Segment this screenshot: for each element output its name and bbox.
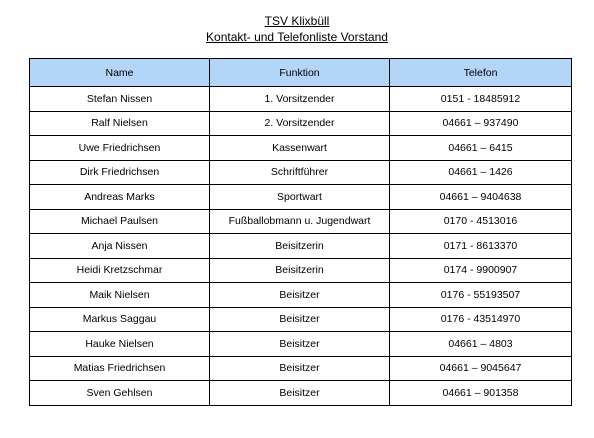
column-header-function: Funktion (210, 59, 390, 87)
cell-name: Anja Nissen (30, 234, 210, 259)
cell-phone: 0151 - 18485912 (390, 87, 572, 112)
cell-name: Matias Friedrichsen (30, 356, 210, 381)
cell-function: Beisitzer (210, 307, 390, 332)
cell-function: Beisitzerin (210, 234, 390, 259)
table-row (30, 307, 572, 332)
table-row (30, 234, 572, 259)
table-row (30, 209, 572, 234)
table-row (30, 283, 572, 308)
table-row (30, 258, 572, 283)
cell-phone: 04661 – 9045647 (390, 356, 572, 381)
table-row (30, 332, 572, 357)
cell-function: Fußballobmann u. Jugendwart (210, 209, 390, 234)
cell-phone: 04661 – 6415 (390, 136, 572, 161)
cell-phone: 04661 – 901358 (390, 381, 572, 406)
column-header-phone: Telefon (390, 59, 572, 87)
cell-function: Schriftführer (210, 160, 390, 185)
cell-function: Sportwart (210, 185, 390, 210)
cell-phone: 04661 – 4803 (390, 332, 572, 357)
cell-function: Beisitzerin (210, 258, 390, 283)
cell-name: Heidi Kretzschmar (30, 258, 210, 283)
cell-name: Maik Nielsen (30, 283, 210, 308)
table-row (30, 160, 572, 185)
table-row (30, 111, 572, 136)
cell-phone: 0176 - 43514970 (390, 307, 572, 332)
cell-function: Beisitzer (210, 283, 390, 308)
cell-function: 2. Vorsitzender (210, 111, 390, 136)
table-row (30, 356, 572, 381)
cell-function: Beisitzer (210, 381, 390, 406)
document-title: TSV Klixbüll (264, 14, 330, 28)
cell-name: Andreas Marks (30, 185, 210, 210)
cell-name: Ralf Nielsen (30, 111, 210, 136)
cell-phone: 04661 – 937490 (390, 111, 572, 136)
cell-name: Hauke Nielsen (30, 332, 210, 357)
cell-phone: 04661 – 1426 (390, 160, 572, 185)
document-subtitle: Kontakt- und Telefonliste Vorstand (206, 30, 388, 44)
cell-phone: 0176 - 55193507 (390, 283, 572, 308)
cell-function: 1. Vorsitzender (210, 87, 390, 112)
table-row (30, 87, 572, 112)
table-row (30, 381, 572, 406)
document-header (0, 13, 594, 45)
cell-phone: 0171 - 8613370 (390, 234, 572, 259)
cell-name: Markus Saggau (30, 307, 210, 332)
table-header-row (30, 59, 572, 87)
cell-phone: 0174 - 9900907 (390, 258, 572, 283)
column-header-name: Name (30, 59, 210, 87)
cell-name: Dirk Friedrichsen (30, 160, 210, 185)
table-row (30, 185, 572, 210)
table-row (30, 136, 572, 161)
cell-name: Stefan Nissen (30, 87, 210, 112)
cell-function: Beisitzer (210, 356, 390, 381)
contact-table (29, 58, 572, 406)
table-header (30, 59, 572, 87)
cell-phone: 04661 – 9404638 (390, 185, 572, 210)
cell-function: Kassenwart (210, 136, 390, 161)
cell-name: Michael Paulsen (30, 209, 210, 234)
table-body (30, 87, 572, 406)
cell-phone: 0170 - 4513016 (390, 209, 572, 234)
cell-name: Uwe Friedrichsen (30, 136, 210, 161)
cell-function: Beisitzer (210, 332, 390, 357)
cell-name: Sven Gehlsen (30, 381, 210, 406)
